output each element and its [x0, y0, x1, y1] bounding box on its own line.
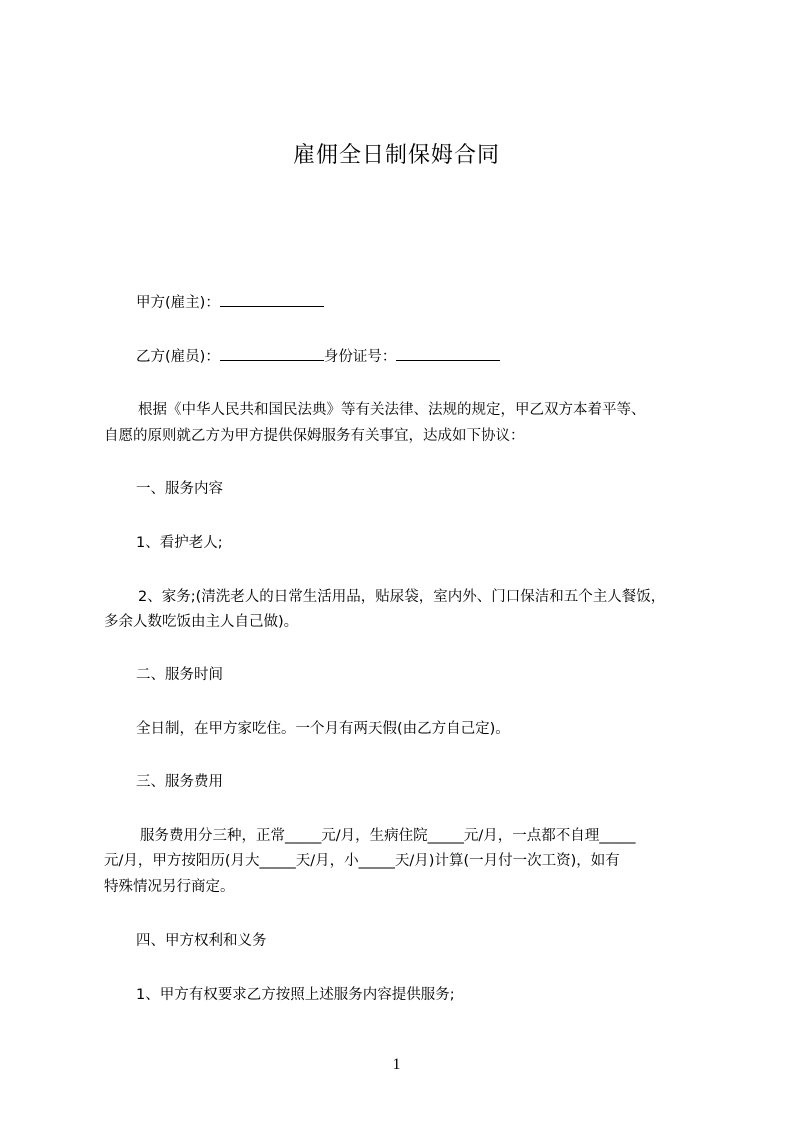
- section-3-heading: 三、服务费用: [136, 774, 223, 790]
- item-4-1: 1、甲方有权要求乙方按照上述服务内容提供服务;: [136, 987, 455, 1003]
- section-4-heading: 四、甲方权利和义务: [136, 933, 267, 949]
- party-a-blank: [220, 291, 324, 307]
- section-1-heading: 一、服务内容: [136, 481, 223, 497]
- intro-line-1: 根据《中华人民共和国民法典》等有关法律、法规的规定，甲乙双方本着平等、: [138, 402, 646, 418]
- page-number: 1: [392, 1056, 401, 1073]
- party-b-label: 乙方(雇员)：: [136, 349, 220, 365]
- fee-line-1: 服务费用分三种，正常_____元/月，生病住院_____元/月，一点都不自理_____: [140, 828, 636, 844]
- id-label: 身份证号：: [323, 349, 397, 365]
- fee-line-3: 特殊情况另行商定。: [104, 879, 235, 895]
- party-a-label: 甲方(雇主)：: [136, 295, 220, 311]
- party-b-blank: [220, 345, 324, 361]
- section-2-heading: 二、服务时间: [136, 667, 223, 683]
- party-b-line: [136, 345, 500, 367]
- document-title: 雇佣全日制保姆合同: [292, 143, 500, 168]
- section-2-text: 全日制，在甲方家吃住。一个月有两天假(由乙方自己定)。: [136, 721, 510, 737]
- id-blank: [396, 345, 500, 361]
- party-a-line: [136, 291, 324, 313]
- item-1-1: 1、看护老人;: [136, 535, 223, 551]
- fee-line-2: 元/月，甲方按阳历(月大_____天/月，小_____天/月)计算(一月付一次工资)，如有: [104, 853, 620, 869]
- item-1-2-line-1: 2、家务;(清洗老人的日常生活用品，贴尿袋，室内外、门口保洁和五个主人餐饭，: [138, 589, 666, 605]
- intro-line-2: 自愿的原则就乙方为甲方提供保姆服务有关事宜，达成如下协议：: [104, 428, 525, 444]
- item-1-2-line-2: 多余人数吃饭由主人自己做)。: [104, 614, 299, 630]
